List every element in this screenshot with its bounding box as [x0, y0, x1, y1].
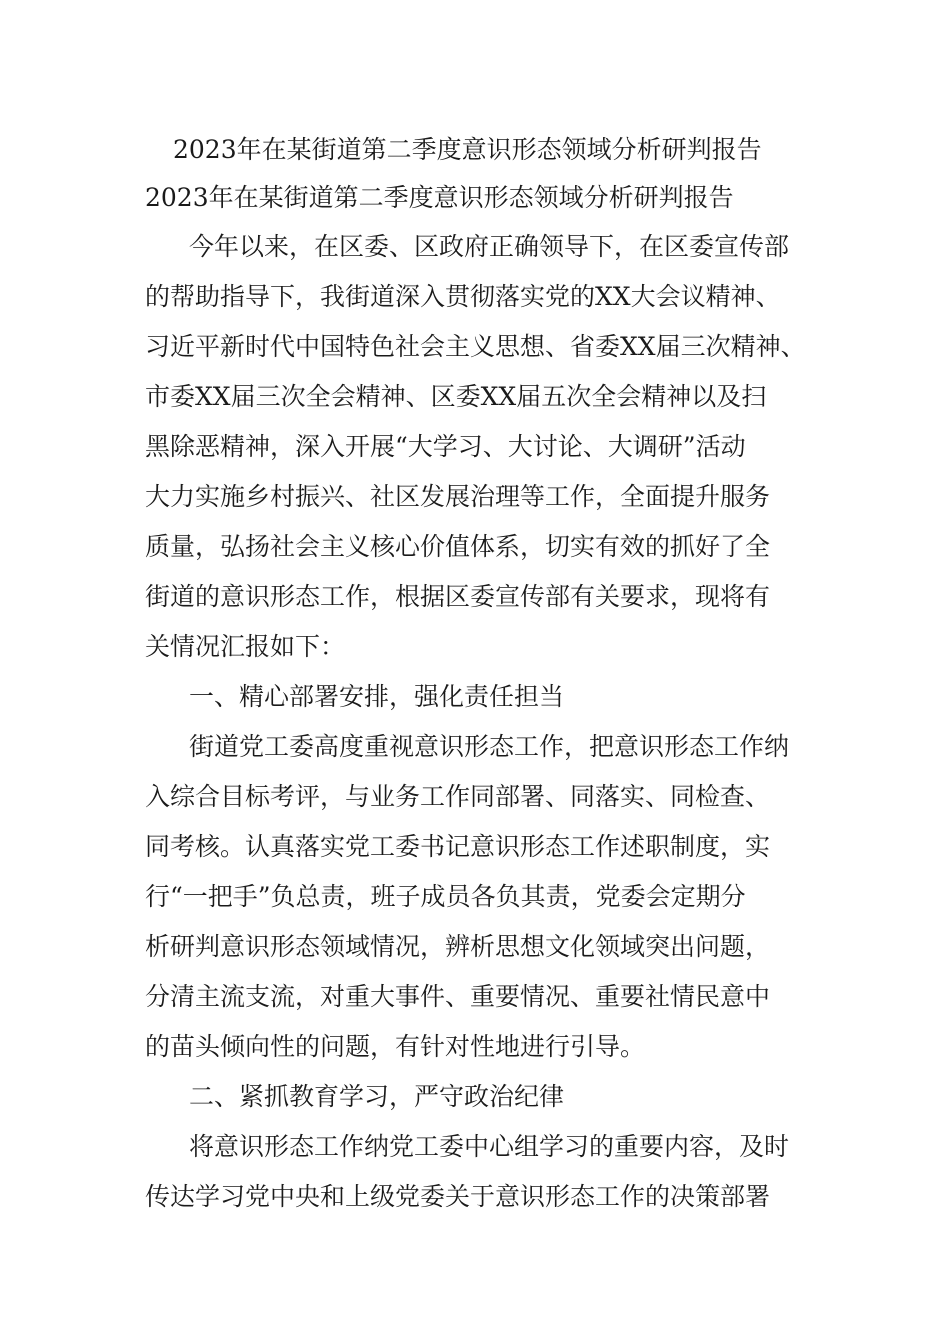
section-1-line-5: 析研判意识形态领域情况，辨析思想文化领域突出问题， — [145, 932, 771, 961]
intro-line-7: 质量，弘扬社会主义核心价值体系，切实有效的抓好了全 — [145, 532, 771, 561]
intro-line-3: 习近平新时代中国特色社会主义思想、省委XX届三次精神、 — [145, 332, 806, 361]
intro-line-5: 黑除恶精神，深入开展“大学习、大讨论、大调研”活动 — [145, 432, 746, 461]
section-1-line-4: 行“一把手”负总责，班子成员各负其责，党委会定期分 — [145, 882, 746, 911]
section-2-line-1: 将意识形态工作纳党工委中心组学习的重要内容，及时 — [189, 1132, 790, 1161]
section-1-line-1: 街道党工委高度重视意识形态工作，把意识形态工作纳 — [189, 732, 790, 761]
section-2-heading: 二、紧抓教育学习，严守政治纪律 — [189, 1082, 565, 1111]
section-2-line-2: 传达学习党中央和上级党委关于意识形态工作的决策部署 — [145, 1182, 771, 1211]
intro-line-8: 街道的意识形态工作，根据区委宣传部有关要求，现将有 — [145, 582, 771, 611]
document-title-repeat: 2023年在某街道第二季度意识形态领域分析研判报告 — [145, 183, 734, 212]
document-title: 2023年在某街道第二季度意识形态领域分析研判报告 — [173, 135, 762, 164]
document-body — [145, 126, 815, 1222]
section-1-heading: 一、精心部署安排，强化责任担当 — [189, 682, 565, 711]
section-1-line-2: 入综合目标考评，与业务工作同部署、同落实、同检查、 — [145, 782, 771, 811]
section-1-line-7: 的苗头倾向性的问题，有针对性地进行引导。 — [145, 1032, 646, 1061]
section-1-line-6: 分清主流支流，对重大事件、重要情况、重要社情民意中 — [145, 982, 771, 1011]
intro-line-2: 的帮助指导下，我街道深入贯彻落实党的XX大会议精神、 — [145, 282, 781, 311]
intro-line-9: 关情况汇报如下： — [145, 632, 346, 661]
section-1-line-3: 同考核。认真落实党工委书记意识形态工作述职制度，实 — [145, 832, 771, 861]
intro-line-1: 今年以来，在区委、区政府正确领导下，在区委宣传部 — [189, 232, 790, 261]
intro-line-6: 大力实施乡村振兴、社区发展治理等工作，全面提升服务 — [145, 482, 771, 511]
intro-line-4: 市委XX届三次全会精神、区委XX届五次全会精神以及扫 — [145, 382, 767, 411]
